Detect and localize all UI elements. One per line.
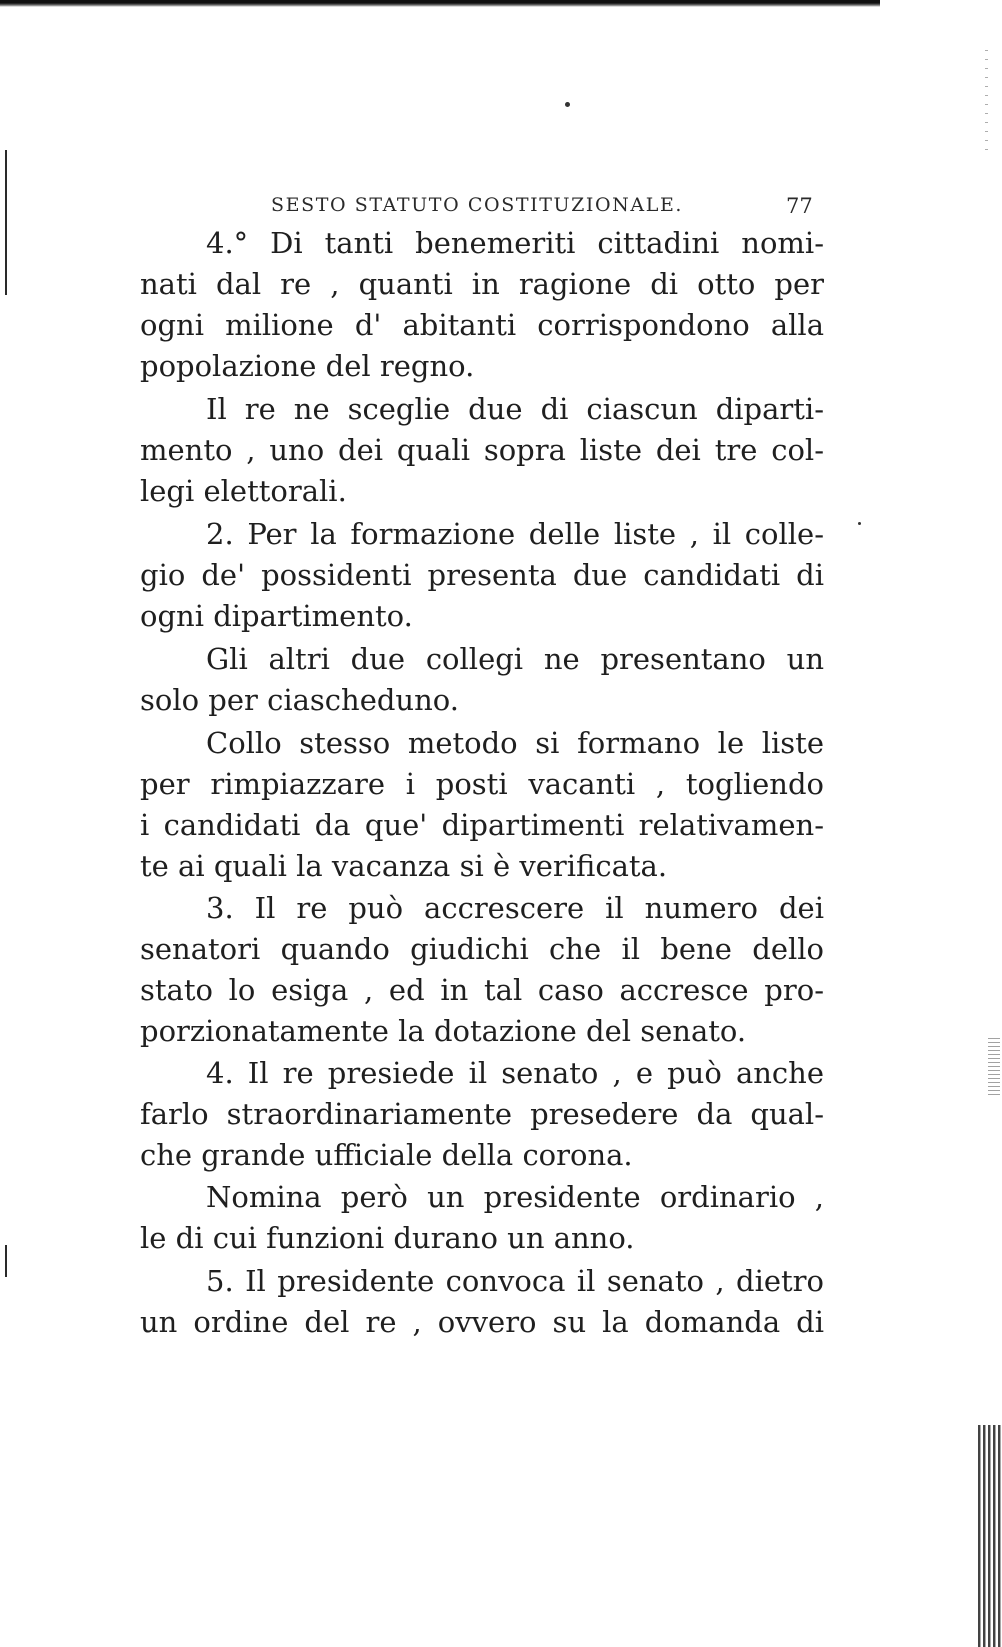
text-line: i candidati da que' dipartimenti relativamen- [140, 808, 824, 842]
text-line: mento , uno dei quali sopra liste dei tre col- [140, 433, 824, 467]
text-line: solo per ciascheduno. [140, 683, 459, 717]
page-number: 77 [786, 194, 813, 218]
text-line: 5. Il presidente convoca il senato , dietro [206, 1264, 824, 1298]
text-line: Gli altri due collegi ne presentano un [206, 642, 824, 676]
scan-left-mark [5, 1245, 7, 1277]
scan-left-mark [5, 150, 7, 295]
running-head: SESTO STATUTO COSTITUZIONALE. [271, 194, 684, 216]
scan-right-noise [988, 1038, 1000, 1098]
text-line: ogni milione d' abitanti corrispondono alla [140, 308, 824, 342]
scan-binding-edge [978, 1425, 1002, 1647]
text-line: popolazione del regno. [140, 349, 475, 383]
text-line: Nomina però un presidente ordinario , [206, 1180, 824, 1214]
text-line: 2. Per la formazione delle liste , il colle- [206, 517, 824, 551]
text-line: gio de' possidenti presenta due candidati di [140, 558, 824, 592]
scan-top-edge [0, 0, 880, 7]
ink-speck [858, 522, 861, 525]
text-line: legi elettorali. [140, 474, 347, 508]
text-line: Collo stesso metodo si formano le liste [206, 726, 824, 760]
text-line: farlo straordinariamente presedere da qual- [140, 1097, 824, 1131]
text-line: porzionatamente la dotazione del senato. [140, 1014, 747, 1048]
text-line: 4. Il re presiede il senato , e può anche [206, 1056, 824, 1090]
text-line: Il re ne sceglie due di ciascun diparti- [206, 392, 824, 426]
text-line: un ordine del re , ovvero su la domanda di [140, 1305, 824, 1339]
text-line: per rimpiazzare i posti vacanti , togliendo [140, 767, 824, 801]
text-line: senatori quando giudichi che il bene dello [140, 932, 824, 966]
text-line: le di cui funzioni durano un anno. [140, 1221, 635, 1255]
text-line: 4.° Di tanti benemeriti cittadini nomi- [206, 226, 824, 260]
scan-right-noise [985, 50, 988, 150]
text-line: stato lo esiga , ed in tal caso accresce pro- [140, 973, 824, 1007]
text-line: ogni dipartimento. [140, 599, 413, 633]
text-line: te ai quali la vacanza si è verificata. [140, 849, 668, 883]
text-line: 3. Il re può accrescere il numero dei [206, 891, 824, 925]
text-line: nati dal re , quanti in ragione di otto per [140, 267, 824, 301]
ink-speck [565, 102, 570, 107]
text-line: che grande ufficiale della corona. [140, 1138, 633, 1172]
